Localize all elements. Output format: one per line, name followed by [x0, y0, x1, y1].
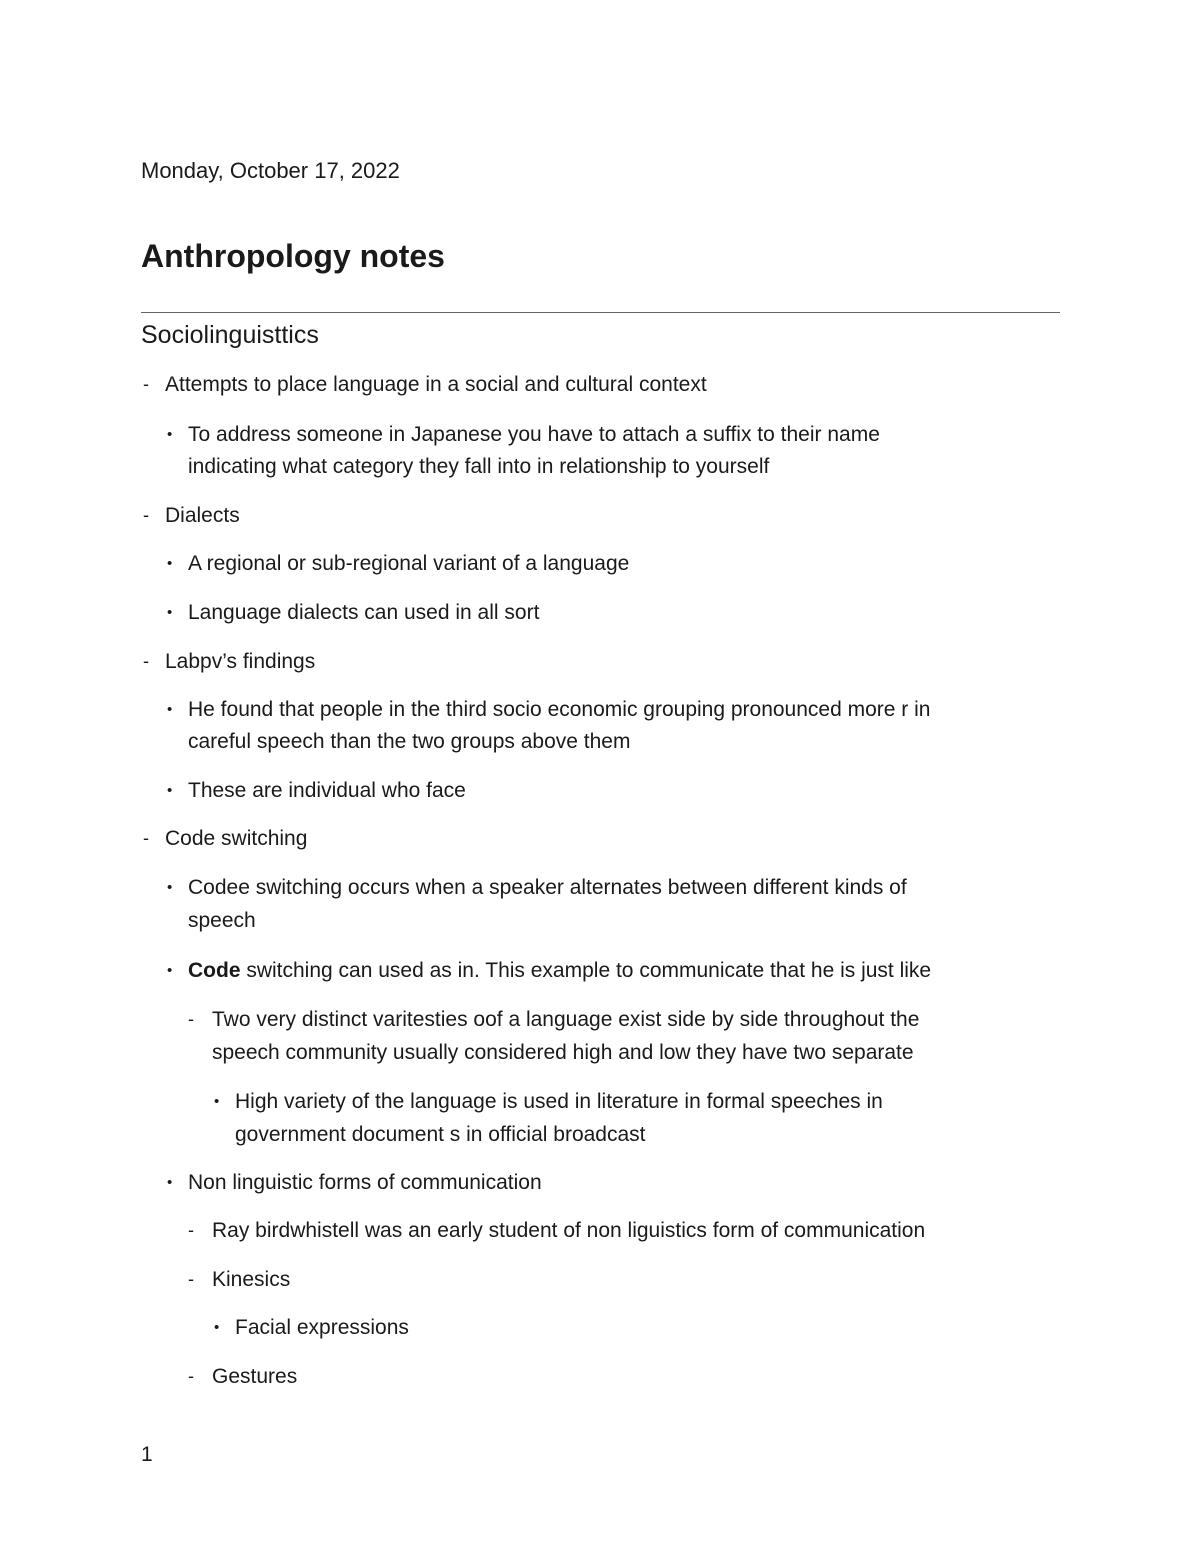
dash-marker: - — [143, 505, 149, 525]
section-heading: Sociolinguisttics — [141, 321, 319, 349]
bullet-marker: • — [167, 426, 173, 443]
dash-marker: - — [188, 1269, 194, 1289]
list-item-line: Two very distinct varitesties oof a language exist side by side throughout the — [212, 1008, 920, 1031]
bullet-marker: • — [167, 962, 173, 979]
list-item: These are individual who face — [188, 779, 466, 802]
list-item-line: careful speech than the two groups above them — [188, 730, 631, 753]
list-item-line: indicating what category they fall into in relationship to yourself — [188, 455, 770, 478]
list-item: Attempts to place language in a social and cultural context — [165, 373, 707, 396]
bullet-marker: • — [167, 701, 173, 718]
dash-marker: - — [143, 828, 149, 848]
bullet-marker: • — [214, 1319, 220, 1336]
page-title: Anthropology notes — [141, 238, 445, 274]
dash-marker: - — [143, 374, 149, 394]
list-item: Kinesics — [212, 1268, 291, 1291]
list-item-line: Codee switching occurs when a speaker alternates between different kinds of — [188, 876, 907, 899]
list-item: Language dialects can used in all sort — [188, 601, 540, 624]
list-item: Ray birdwhistell was an early student of non liguistics form of communication — [212, 1219, 926, 1242]
bullet-marker: • — [167, 1174, 173, 1191]
list-item: Labpv’s findings — [165, 650, 316, 673]
list-item: Dialects — [165, 504, 240, 527]
bullet-marker: • — [167, 879, 173, 896]
dash-marker: - — [143, 651, 149, 671]
list-item — [188, 954, 931, 987]
list-item-text: switching can used as in. This example to communicate that he is just like — [240, 959, 932, 982]
list-item: Facial expressions — [235, 1316, 409, 1339]
list-item-line: speech — [188, 909, 256, 932]
list-item-line: speech community usually considered high and low they have two separate — [212, 1041, 914, 1064]
list-item-line: To address someone in Japanese you have to attach a suffix to their name — [188, 423, 880, 446]
note-date: Monday, October 17, 2022 — [141, 158, 400, 183]
dash-marker: - — [188, 1009, 194, 1029]
list-item: Non linguistic forms of communication — [188, 1171, 542, 1194]
bullet-marker: • — [214, 1093, 220, 1110]
title-divider — [141, 312, 1060, 313]
page-number: 1 — [141, 1443, 153, 1466]
bold-term: Code — [188, 959, 241, 982]
list-item: Code switching — [165, 827, 308, 850]
list-item: Gestures — [212, 1365, 298, 1388]
dash-marker: - — [188, 1220, 194, 1240]
list-item-line: High variety of the language is used in literature in formal speeches in — [235, 1090, 883, 1113]
bullet-marker: • — [167, 782, 173, 799]
bullet-marker: • — [167, 555, 173, 572]
list-item-line: He found that people in the third socio economic grouping pronounced more r in — [188, 698, 931, 721]
list-item-line: government document s in official broadcast — [235, 1123, 646, 1146]
list-item: A regional or sub-regional variant of a language — [188, 552, 630, 575]
bullet-marker: • — [167, 604, 173, 621]
dash-marker: - — [188, 1366, 194, 1386]
